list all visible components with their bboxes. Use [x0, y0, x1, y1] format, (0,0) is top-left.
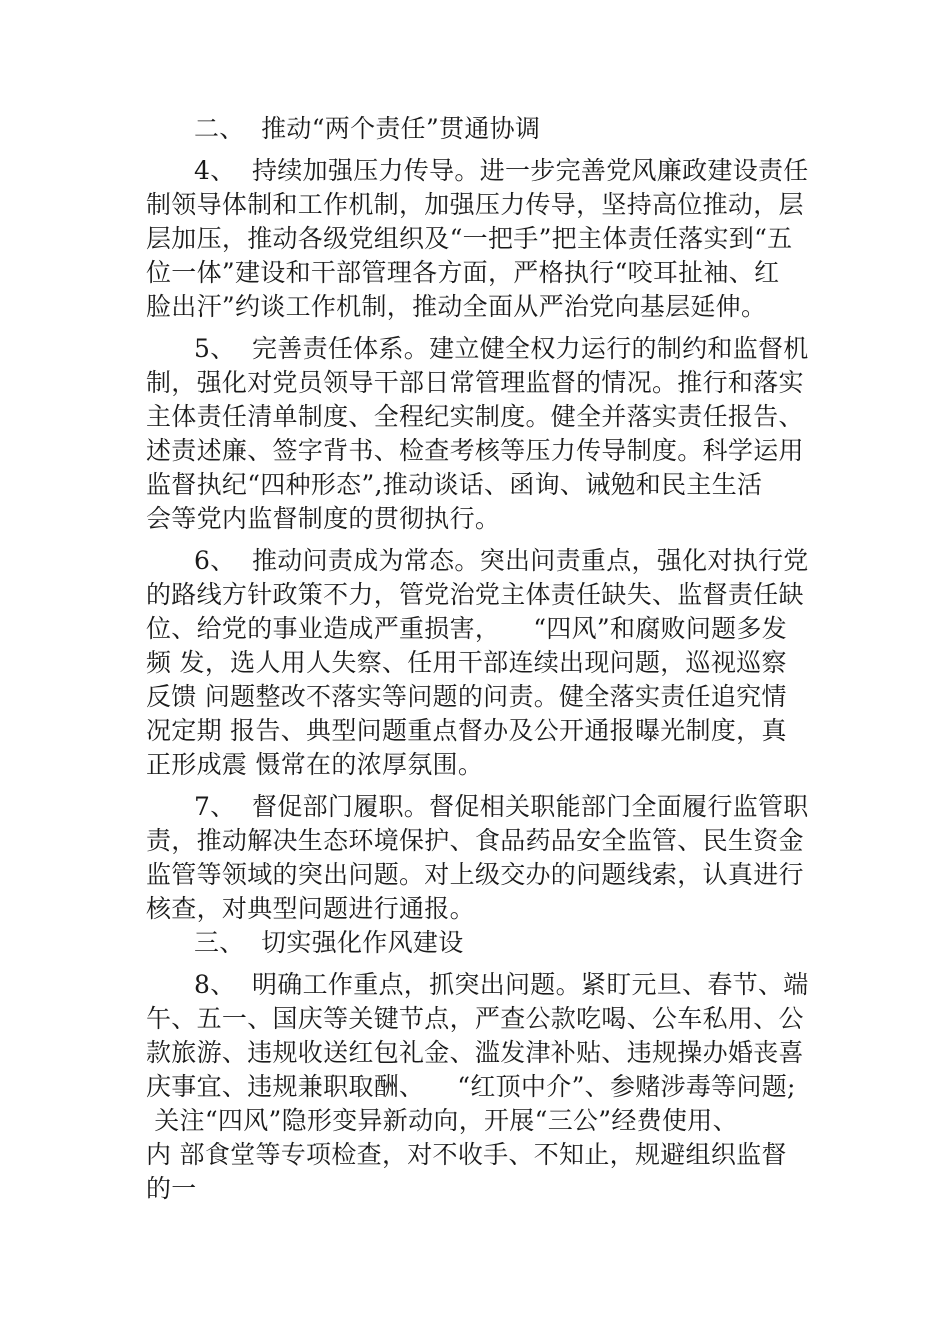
- text-line: 层加压，推动各级党组织及“一把手”把主体责任落实到“五: [146, 224, 793, 253]
- text-line: 责，推动解决生态环境保护、食品药品安全监管、民生资金: [146, 826, 804, 855]
- paragraph-6: [146, 544, 810, 782]
- text-line: 午、五一、国庆等关键节点，严查公款吃喝、公车私用、公: [146, 1004, 804, 1033]
- text-line: 8、 明确工作重点，抓突出问题。紧盯元旦、春节、端: [194, 970, 809, 999]
- paragraph-7: [146, 790, 810, 926]
- text-line: 7、 督促部门履职。督促相关职能部门全面履行监管职: [194, 792, 809, 821]
- text-line: 频 发，选人用人失察、任用干部连续出现问题，巡视巡察: [146, 648, 787, 677]
- text-line: 位一体”建设和干部管理各方面，严格执行“咬耳扯袖、红: [146, 258, 780, 287]
- text-line: 5、 完善责任体系。建立健全权力运行的制约和监督机: [194, 334, 809, 363]
- text-line: 内 部食堂等专项检查，对不收手、不知止，规避组织监督: [146, 1140, 787, 1169]
- text-line: 正形成震 慑常在的浓厚氛围。: [146, 750, 484, 779]
- text-line: 制，强化对党员领导干部日常管理监督的情况。推行和落实: [146, 368, 804, 397]
- text-line: 脸出汗”约谈工作机制，推动全面从严治党向基层延伸。: [146, 292, 767, 321]
- section-heading: 三、 切实强化作风建设: [194, 928, 464, 957]
- text-line: 监督执纪“四种形态”,推动谈话、函询、诫勉和民主生活: [146, 470, 763, 499]
- text-line: 的路线方针政策不力，管党治党主体责任缺失、监督责任缺: [146, 580, 804, 609]
- paragraph-4: [146, 154, 810, 324]
- paragraph-5: [146, 332, 810, 536]
- text-line: 6、 推动问责成为常态。突出问责重点，强化对执行党: [194, 546, 809, 575]
- text-line: 主体责任清单制度、全程纪实制度。健全并落实责任报告、: [146, 402, 804, 431]
- text-line: 述责述廉、签字背书、检查考核等压力传导制度。科学运用: [146, 436, 804, 465]
- section-heading: 二、 推动“两个责任”贯通协调: [194, 114, 541, 143]
- text-line: 的一: [146, 1174, 197, 1203]
- text-line: 会等党内监督制度的贯彻执行。: [146, 504, 501, 533]
- text-line: 核查，对典型问题进行通报。: [146, 894, 475, 923]
- text-line: 庆事宜、违规兼职取酬、 “红顶中介”、参赌涉毒等问题;: [146, 1072, 796, 1101]
- text-line: 款旅游、违规收送红包礼金、滥发津补贴、违规操办婚丧喜: [146, 1038, 804, 1067]
- text-line: 监管等领域的突出问题。对上级交办的问题线索，认真进行: [146, 860, 804, 889]
- text-line: 反馈 问题整改不落实等问题的问责。健全落实责任追究情: [146, 682, 787, 711]
- text-line: 关注“四风”隐形变异新动向，开展“三公”经费使用、: [146, 1106, 738, 1135]
- text-line: 4、 持续加强压力传导。进一步完善党风廉政建设责任: [194, 156, 809, 185]
- text-line: 制领导体制和工作机制，加强压力传导，坚持高位推动，层: [146, 190, 804, 219]
- paragraph-8: [146, 968, 810, 1206]
- text-line: 况定期 报告、典型问题重点督办及公开通报曝光制度，真: [146, 716, 787, 745]
- document-page: [146, 112, 810, 1206]
- text-line: 位、给党的事业造成严重损害， “四风”和腐败问题多发: [146, 614, 788, 643]
